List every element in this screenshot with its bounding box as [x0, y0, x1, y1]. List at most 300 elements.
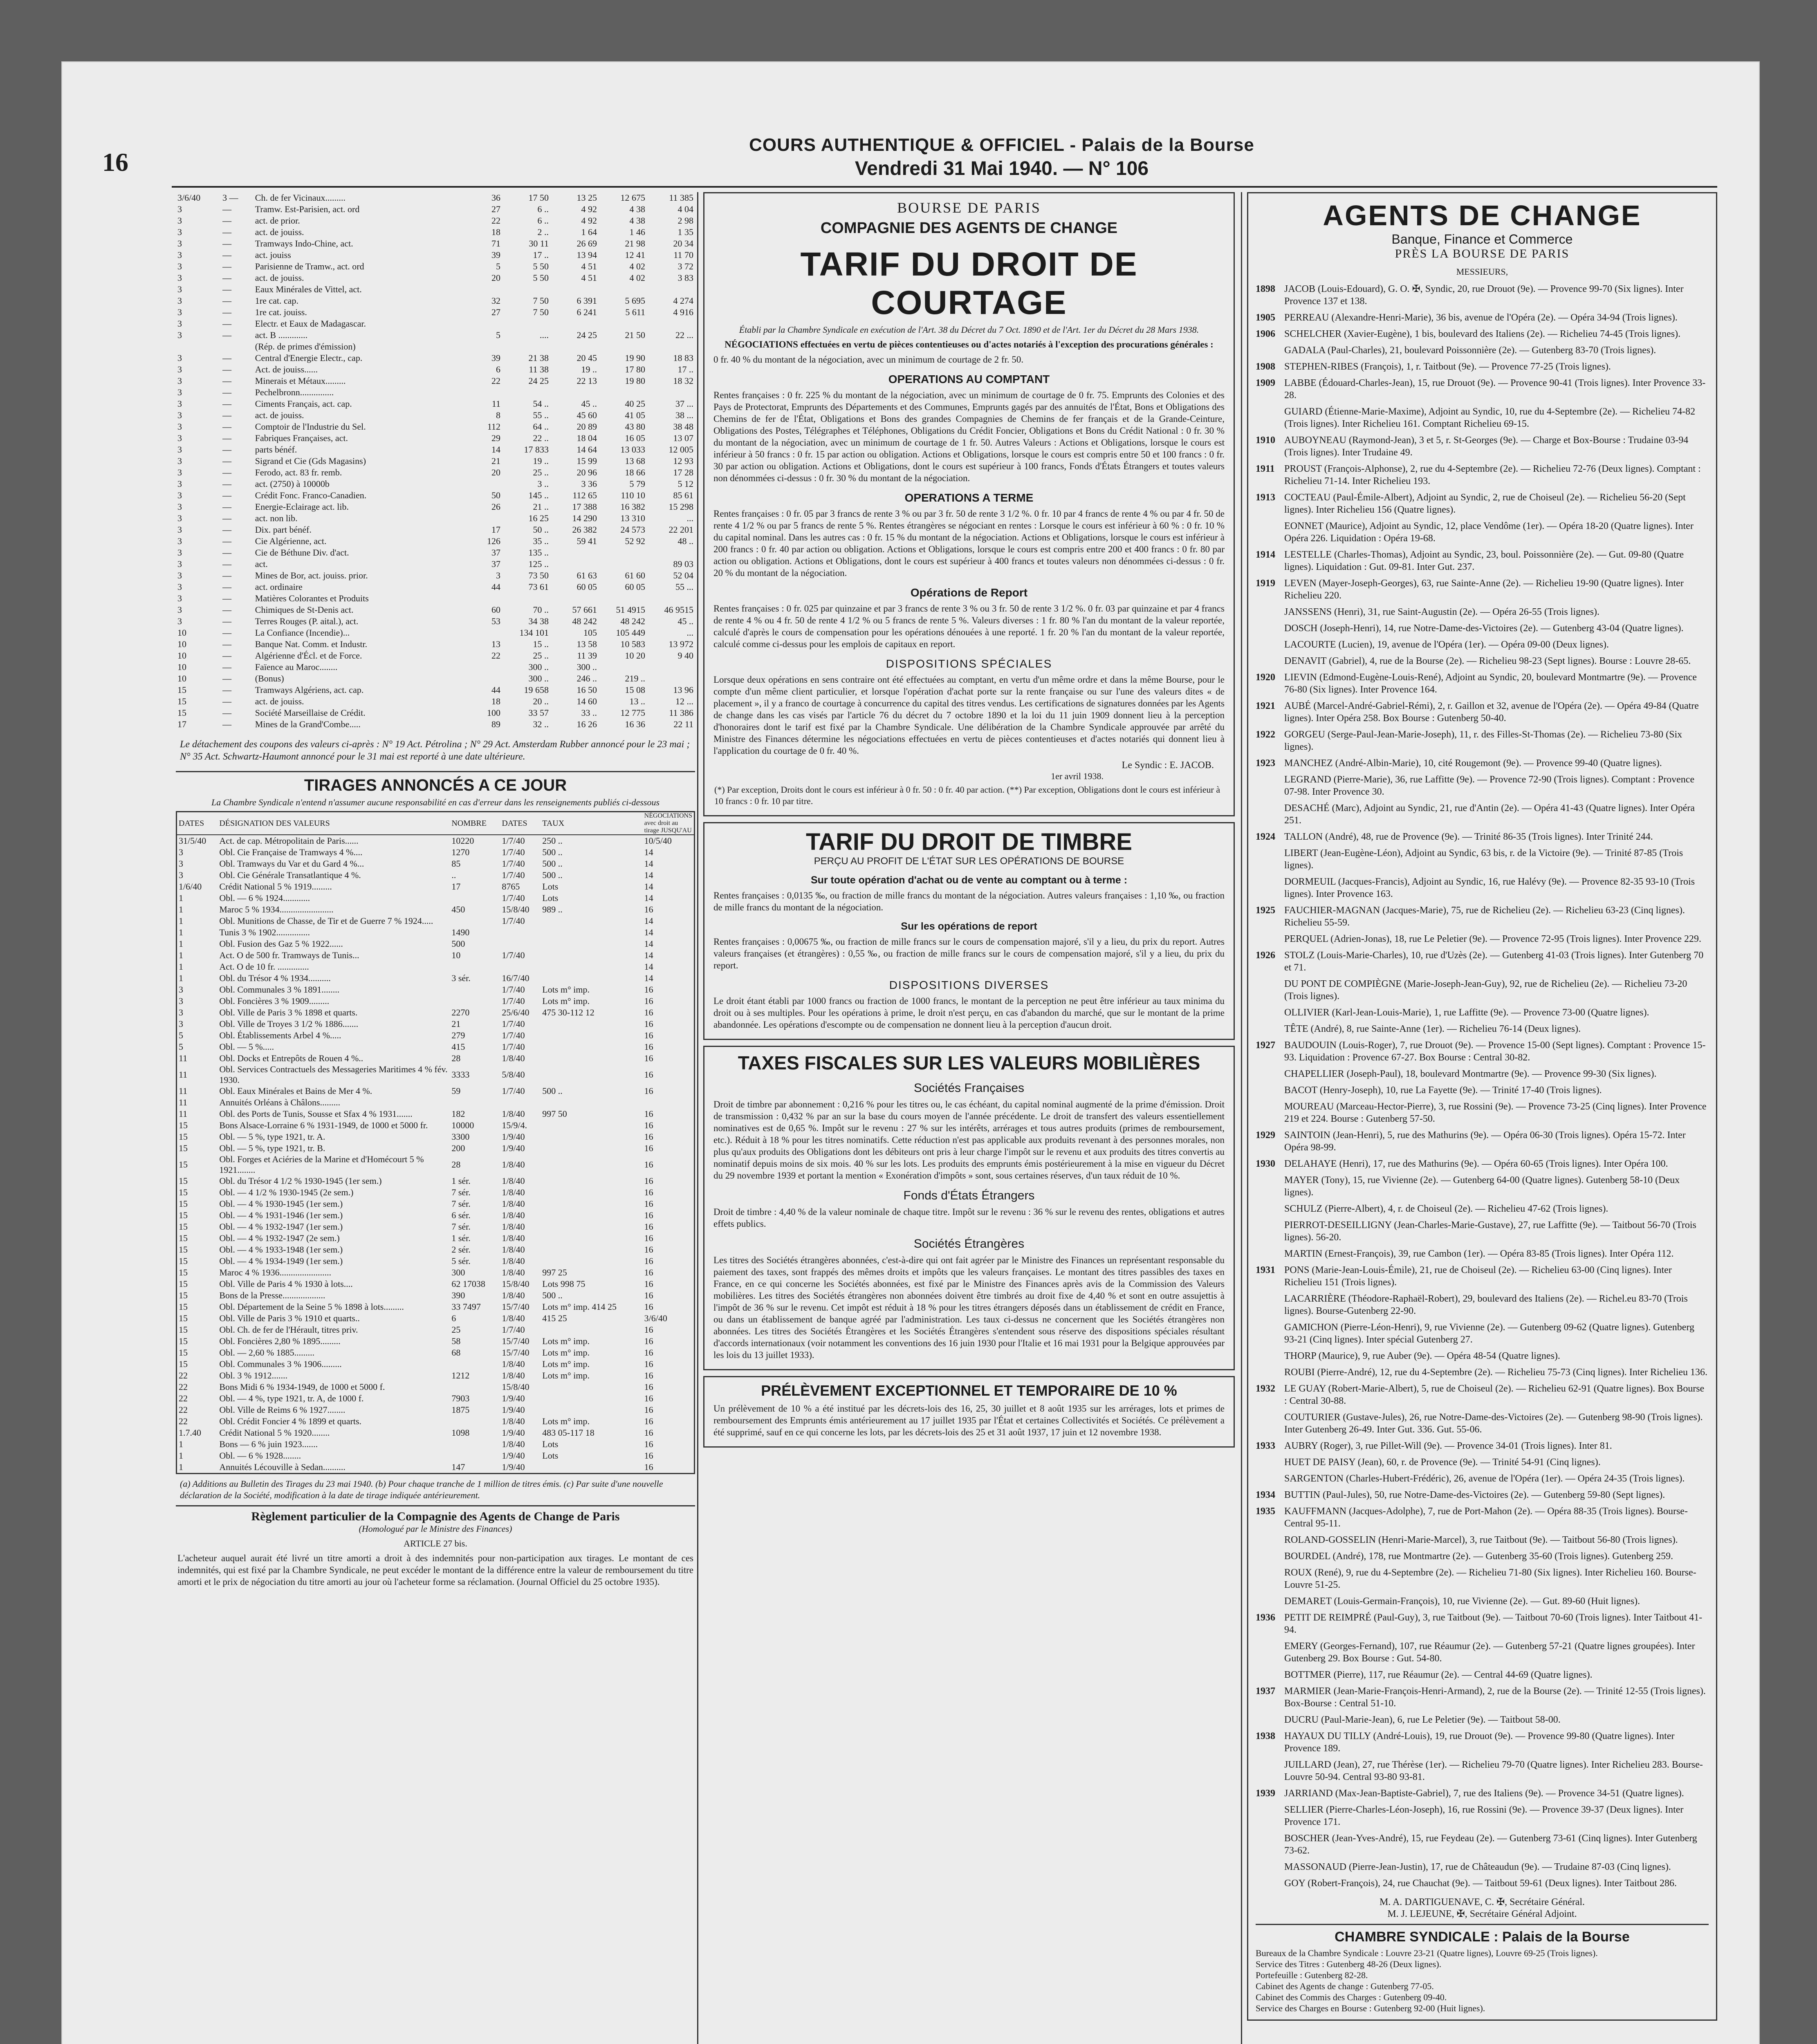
- agent-details: MARTIN (Ernest-François), 39, rue Cambon (1er). — Opéra 83-85 (Trois lignes). Inter Opéra 112.: [1284, 1248, 1674, 1259]
- tirages-cell: 62 17038: [451, 1279, 485, 1289]
- tirages-row: [177, 1416, 695, 1427]
- listing-cell: [454, 661, 502, 673]
- prelevement-box: [703, 1376, 1235, 1448]
- tirages-cell: 15: [179, 1244, 188, 1255]
- tirages-cell: 1/7/40: [502, 893, 525, 903]
- timbre-report-heading: Sur les opérations de report: [901, 921, 1037, 932]
- agent-details: PETIT DE REIMPRÉ (Paul-Guy), 3, rue Taitbout (9e). — Taitbout 70-60 (Trois lignes). Inter Taitbout 41-94.: [1284, 1612, 1703, 1635]
- coupon-listing-table: [176, 192, 695, 730]
- tirages-cell: 16: [644, 904, 653, 914]
- compagnie-heading: COMPAGNIE DES AGENTS DE CHANGE: [820, 220, 1118, 237]
- listing-cell: 6: [496, 364, 500, 374]
- listing-cell: 15 08: [625, 685, 645, 695]
- tirages-row: [177, 1233, 695, 1244]
- agent-entry: [1256, 1759, 1709, 1783]
- listing-cell: 5 695: [625, 296, 645, 306]
- tirages-cell: Lots: [542, 1450, 559, 1461]
- article-text: L'acheteur auquel aurait été livré un titre amorti a droit à des indemnités pour non-participation aux tirages. Le montant de ces indemnités, qui est fixé par la Chambre Syndicale, ne peut excéder le montant de la différence entre la valeur de remboursement du titre amorti et le prix de négociation du titre amorti au jour où l'acheteur forme sa réclamation. (Journal Officiel du 25 octobre 1935).: [177, 1553, 693, 1587]
- listing-cell: [647, 284, 695, 295]
- tirages-cell: [541, 1131, 642, 1143]
- listing-cell: [599, 547, 647, 558]
- tirages-row: [177, 892, 695, 904]
- tirages-col-remb-dates: DATES: [502, 818, 527, 828]
- tirages-title: TIRAGES ANNONCÉS A CE JOUR: [304, 776, 567, 794]
- listing-cell: Pechelbronn...............: [255, 387, 334, 397]
- listing-cell: 3: [177, 479, 182, 489]
- listing-cell: act. ordinaire: [255, 582, 303, 592]
- agent-details: GUIARD (Étienne-Marie-Maxime), Adjoint au Syndic, 10, rue du 4-Septembre (2e). — Richelieu 74-82 (Trois lignes). Inter Richelieu 161. Comptant Richelieu 69-15.: [1284, 406, 1696, 429]
- listing-cell: —: [222, 650, 232, 661]
- listing-cell: 3: [177, 559, 182, 569]
- tirages-col-taux: TAUX: [542, 818, 565, 828]
- tirages-cell: Obl. Foncières 3 % 1909.........: [219, 996, 330, 1006]
- column-divider: [1241, 192, 1242, 2044]
- tirages-row: [177, 1290, 695, 1301]
- agent-year: [1256, 1861, 1284, 1873]
- agent-details: GAMICHON (Pierre-Léon-Henri), 9, rue Vivienne (2e). — Gutenberg 09-62 (Quatre lignes). Gutenberg 93-21 (Cinq lignes). Inter spécial Gutenberg 27.: [1284, 1322, 1694, 1345]
- agent-year: 1933: [1256, 1441, 1275, 1451]
- listing-cell: 3: [177, 376, 182, 386]
- tirages-cell: Obl. 3 % 1912.......: [219, 1370, 288, 1381]
- agent-entry: [1256, 549, 1709, 573]
- tirages-cell: 68: [451, 1347, 461, 1358]
- listing-cell: 100: [487, 708, 500, 718]
- tirages-row: [177, 1461, 695, 1474]
- listing-cell: —: [222, 628, 232, 638]
- listing-cell: act. de jouiss.: [255, 227, 304, 237]
- tirages-cell: 15: [179, 1290, 188, 1300]
- listing-cell: 3: [177, 547, 182, 558]
- agent-year: [1256, 1248, 1284, 1260]
- listing-cell: 44: [491, 685, 500, 695]
- agent-entry: [1256, 1505, 1709, 1530]
- listing-cell: Chimiques de St-Denis act.: [255, 605, 354, 615]
- agent-details: ROLAND-GOSSELIN (Henri-Marie-Marcel), 3, rue Taitbout (9e). — Taitbout 56-80 (Trois lignes).: [1284, 1535, 1678, 1545]
- tirages-cell: Obl. Foncières 2,80 % 1895.........: [219, 1336, 341, 1346]
- agent-entry: [1256, 1321, 1709, 1346]
- listing-row: [176, 536, 695, 547]
- listing-cell: 21 38: [528, 353, 549, 363]
- agent-entry: [1256, 283, 1709, 307]
- listing-cell: 21 98: [625, 238, 645, 249]
- agent-year: 1927: [1256, 1040, 1275, 1051]
- tirages-cell: Obl. — 2,60 % 1885.........: [219, 1347, 315, 1358]
- agent-details: GOY (Robert-François), 24, rue Chauchat (9e). — Taitbout 59-61 (Deux lignes). Inter Taitbout 286.: [1284, 1878, 1677, 1889]
- listing-cell: [599, 341, 647, 352]
- listing-cell: [502, 284, 550, 295]
- tirages-cell: Obl. — 4 % 1931-1946 (1er sem.): [219, 1210, 343, 1220]
- tirages-cell: 1098: [451, 1428, 470, 1438]
- listing-cell: 38 48: [673, 421, 693, 432]
- listing-cell: 19 80: [625, 376, 645, 386]
- tirages-row: [177, 835, 695, 847]
- agent-entry: [1256, 757, 1709, 769]
- timbre-box: [703, 822, 1235, 1040]
- tirages-row: [177, 904, 695, 915]
- listing-cell: Algérienne d'Écl. et de Force.: [255, 650, 362, 661]
- listing-row: [176, 593, 695, 604]
- timbre-op: Sur toute opération d'achat ou de vente au comptant ou à terme :: [810, 874, 1128, 886]
- tirages-cell: 31/5/40: [179, 836, 206, 846]
- tirages-cell: 3: [179, 984, 183, 995]
- tirages-cell: [541, 1381, 642, 1393]
- tirages-cell: Obl. Ville de Paris 4 % 1930 à lots....: [219, 1279, 353, 1289]
- listing-row: [176, 684, 695, 696]
- listing-cell: 2 98: [677, 215, 693, 226]
- tirages-row: [177, 1324, 695, 1336]
- listing-row: [176, 398, 695, 410]
- listing-cell: Sigrand et Cie (Gds Magasins): [255, 456, 366, 466]
- listing-cell: ...: [686, 513, 693, 523]
- tirages-cell: Annuités Lécouville à Sedan..........: [219, 1462, 345, 1472]
- tirages-cell: [541, 1393, 642, 1404]
- tirages-cell: Obl. Eaux Minérales et Bains de Mer 4 %.: [219, 1086, 372, 1096]
- agent-entry: [1256, 1023, 1709, 1035]
- listing-cell: 3: [177, 467, 182, 477]
- listing-cell: 17 50: [528, 193, 549, 203]
- tirages-cell: 25/6/40: [502, 1007, 529, 1018]
- agent-year: 1939: [1256, 1788, 1275, 1799]
- listing-cell: 22 11: [673, 719, 693, 729]
- agent-year: [1256, 978, 1284, 1002]
- agent-details: ROUBI (Pierre-André), 12, rue du 4-Septembre (2e). — Richelieu 75-73 (Cinq lignes). Inter Richelieu 136.: [1284, 1367, 1708, 1378]
- tirages-cell: 1/8/40: [502, 1221, 525, 1232]
- tirages-cell: 1/9/40: [502, 1143, 525, 1153]
- tirages-cell: [541, 1143, 642, 1154]
- tirages-cell: Obl. Département de la Seine 5 % 1898 à lots.........: [219, 1302, 404, 1312]
- tirages-row: [177, 1439, 695, 1450]
- listing-cell: 12 93: [673, 456, 693, 466]
- tirages-cell: 16: [644, 1279, 653, 1289]
- terme-heading: OPERATIONS A TERME: [904, 491, 1034, 504]
- listing-cell: 13: [491, 639, 500, 649]
- listing-cell: 20 34: [673, 238, 693, 249]
- agent-details: SAINTOIN (Jean-Henri), 5, rue des Mathurins (9e). — Opéra 06-30 (Trois lignes). Opéra 15-72. Inter Opéra 98-99.: [1284, 1130, 1686, 1153]
- tirages-row: [177, 950, 695, 961]
- listing-cell: 60 05: [577, 582, 597, 592]
- listing-cell: 3: [177, 433, 182, 443]
- listing-cell: [647, 547, 695, 558]
- timbre-text: Rentes françaises : 0,0135 ‰, ou fraction de mille francs du montant de la négociation. Autres valeurs françaises : 1,10 ‰, ou fraction de mille francs du montant de la négociation.: [713, 890, 1225, 912]
- tirages-cell: 8765: [502, 881, 520, 892]
- comptant-text: Rentes françaises : 0 fr. 225 % du montant de la négociation, avec un minimum de courtage de 0 fr. 75. Emprunts des Colonies et des Pays de Protectorat, Emprunts des Départements et des Communes, Emprunts gagés par des annuités de l'État, Bons et Obligations des Chemins de fer de l'État, Obligations et Bons des grandes Compagnies de Chemins de fer français et de la Grande-Ceinture, Obligations des Postes, Télégraphes et Téléphones, Obligations du Crédit Foncier, Obligations et Bons du Crédit National : 0 fr. 30 % du montant de la négociation, avec un minimum de courtage de 1 fr. 50. Autres Valeurs : Actions et Obligations, lorsque le cours est inférieur à 50 francs : 0 fr. 15 par action ou obligation. Actions et Obligations, lorsque le cours est compris entre 50 et 100 francs : 0 fr. 30 par action ou obligation. Actions et Obligations, dont le cours est supérieur à 100 francs, Fonds d'États Étrangers et toutes valeurs non dénommées ci-dessus : 0 fr. 30 % du montant de la négociation.: [713, 390, 1225, 483]
- listing-cell: —: [222, 719, 232, 729]
- tirages-cell: 15: [179, 1256, 188, 1266]
- agent-details: DU PONT DE COMPIÈGNE (Marie-Joseph-Jean-Guy), 92, rue de Richelieu (2e). — Richelieu 73-20 (Trois lignes).: [1284, 979, 1687, 1002]
- tirages-cell: [541, 1120, 642, 1131]
- listing-cell: Energie-Eclairage act. lib.: [255, 502, 349, 512]
- listing-cell: 3 72: [677, 261, 693, 271]
- agent-entry: [1256, 1158, 1709, 1170]
- agent-year: 1919: [1256, 578, 1275, 589]
- listing-row: [176, 341, 695, 352]
- agent-details: MANCHEZ (André-Albin-Marie), 10, cité Rougemont (9e). — Provence 99-40 (Quatre lignes).: [1284, 758, 1662, 769]
- tirages-row: [177, 1154, 695, 1175]
- listing-cell: [599, 558, 647, 570]
- agent-year: [1256, 344, 1284, 356]
- tirages-cell: 16: [644, 1109, 653, 1119]
- listing-cell: 18 66: [625, 467, 645, 477]
- tirages-cell: [450, 995, 500, 1007]
- agent-details: LACOURTE (Lucien), 19, avenue de l'Opéra (1er). — Opéra 09-00 (Deux lignes).: [1284, 639, 1609, 650]
- tirages-cell: [450, 1381, 500, 1393]
- agent-details: LEVEN (Mayer-Joseph-Georges), 63, rue Sainte-Anne (2e). — Richelieu 19-90 (Quatre lignes). Inter Richelieu 220.: [1284, 578, 1684, 601]
- tirages-cell: 6: [451, 1313, 456, 1323]
- tirages-cell: 1/7/40: [502, 847, 525, 857]
- listing-cell: 3: [177, 364, 182, 374]
- listing-cell: act. non lib.: [255, 513, 298, 523]
- tirages-cell: 1: [179, 1462, 183, 1472]
- agent-entry: [1256, 1383, 1709, 1407]
- agent-details: TÊTE (André), 8, rue Sainte-Anne (1er). — Richelieu 76-14 (Deux lignes).: [1284, 1024, 1581, 1034]
- listing-cell: 3/6/40: [177, 193, 201, 203]
- listing-cell: —: [222, 662, 232, 672]
- listing-cell: parts bénéf.: [255, 444, 297, 455]
- listing-cell: 37 ...: [675, 399, 693, 409]
- tirages-cell: [541, 1053, 642, 1064]
- listing-cell: —: [222, 410, 232, 420]
- listing-row: [176, 318, 695, 329]
- agent-details: MASSONAUD (Pierre-Jean-Justin), 17, rue de Châteaudun (9e). — Trudaine 87-03 (Cinq lignes).: [1284, 1862, 1671, 1872]
- tirages-cell: 15/8/40: [502, 1279, 529, 1289]
- agent-year: 1925: [1256, 905, 1275, 916]
- listing-cell: 3: [177, 330, 182, 340]
- listing-row: [176, 478, 695, 490]
- agent-year: [1256, 520, 1284, 545]
- tirages-cell: 14: [644, 916, 653, 926]
- agent-entry: [1256, 700, 1709, 724]
- listing-cell: 21 50: [625, 330, 645, 340]
- agent-year: [1256, 639, 1284, 651]
- tirages-cell: 1/8/40: [502, 1439, 525, 1449]
- listing-cell: [454, 284, 502, 295]
- tirages-cell: 16: [644, 1439, 653, 1449]
- listing-cell: 24 573: [620, 524, 645, 535]
- listing-cell: [550, 387, 599, 398]
- tirages-cell: Lots 998 75: [542, 1279, 585, 1289]
- listing-cell: 11 385: [669, 193, 693, 203]
- agent-entry: [1256, 1350, 1709, 1362]
- tirages-cell: 16: [644, 1325, 653, 1335]
- tirages-cell: 14: [644, 973, 653, 983]
- timbre-subtitle: PERÇU AU PROFIT DE L'ÉTAT SUR LES OPÉRATIONS DE BOURSE: [814, 856, 1124, 867]
- tirages-cell: 16: [644, 1210, 653, 1220]
- listing-cell: 17: [177, 719, 186, 729]
- tirages-row: [177, 1427, 695, 1439]
- agent-details: JARRIAND (Max-Jean-Baptiste-Gabriel), 7, rue des Italiens (9e). — Provence 34-51 (Quatre lignes).: [1284, 1788, 1684, 1799]
- tirages-cell: 1/9/40: [502, 1132, 525, 1142]
- listing-cell: —: [222, 399, 232, 409]
- listing-cell: —: [222, 547, 232, 558]
- listing-cell: 10: [177, 628, 186, 638]
- agent-entry: [1256, 377, 1709, 401]
- agent-year: 1930: [1256, 1159, 1275, 1169]
- listing-cell: —: [222, 536, 232, 546]
- agent-details: PERREAU (Alexandre-Henri-Marie), 36 bis, avenue de l'Opéra (2e). — Opéra 34-94 (Trois lignes).: [1284, 312, 1678, 323]
- tirages-row: [177, 1041, 695, 1053]
- agent-year: [1256, 1759, 1284, 1783]
- listing-cell: —: [222, 353, 232, 363]
- listing-cell: 14: [491, 444, 500, 455]
- agent-entry: [1256, 1714, 1709, 1726]
- listing-row: [176, 524, 695, 536]
- listing-cell: (Bonus): [255, 673, 284, 684]
- tirages-cell: Tunis 3 % 1902...............: [219, 927, 310, 937]
- listing-cell: 3 83: [677, 273, 693, 283]
- tirages-cell: 15: [179, 1347, 188, 1358]
- listing-cell: 3: [177, 536, 182, 546]
- listing-cell: 13 033: [620, 444, 645, 455]
- listing-cell: 43 80: [625, 421, 645, 432]
- listing-cell: 18 04: [577, 433, 597, 443]
- agents-sub2: PRÈS LA BOURSE DE PARIS: [1395, 247, 1570, 260]
- tirages-row: [177, 1313, 695, 1324]
- tirages-row: [177, 858, 695, 870]
- tirages-cell: 16: [644, 1450, 653, 1461]
- tirages-cell: 475 30-112 12: [542, 1007, 594, 1018]
- agent-entry: [1256, 434, 1709, 459]
- tirages-cell: [541, 1187, 642, 1198]
- tirages-cell: 14: [644, 893, 653, 903]
- courtage-box: [703, 192, 1235, 816]
- tirages-cell: 11: [179, 1109, 188, 1119]
- agent-details: BACOT (Henry-Joseph), 10, rue La Fayette (9e). — Trinité 17-40 (Trois lignes).: [1284, 1085, 1602, 1096]
- tirages-cell: 16: [644, 1159, 653, 1170]
- tirages-cell: 182: [451, 1109, 465, 1119]
- agent-details: LE GUAY (Robert-Marie-Albert), 5, rue de Choiseul (2e). — Richelieu 62-91 (Quatre lignes). Box Bourse : Central 30-88.: [1284, 1383, 1705, 1406]
- agent-details: GORGEU (Serge-Paul-Jean-Marie-Joseph), 11, r. des Filles-St-Thomas (2e). — Richelieu 73-80 (Six lignes).: [1284, 729, 1682, 752]
- listing-cell: Central d'Energie Electr., cap.: [255, 353, 363, 363]
- agent-details: AUBRY (Roger), 3, rue Pillet-Will (9e). — Provence 34-01 (Trois lignes). Inter 81.: [1284, 1441, 1612, 1451]
- agent-year: [1256, 1804, 1284, 1828]
- tirages-cell: [450, 1097, 500, 1108]
- agent-year: [1256, 1550, 1284, 1562]
- tirages-cell: 16: [644, 1132, 653, 1142]
- listing-cell: —: [222, 685, 232, 695]
- listing-cell: 5 12: [677, 479, 693, 489]
- listing-row: [176, 238, 695, 249]
- listing-cell: [599, 661, 647, 673]
- listing-cell: 10: [177, 673, 186, 684]
- prelevement-title: PRÉLÈVEMENT EXCEPTIONNEL ET TEMPORAIRE DE 10 %: [761, 1382, 1177, 1399]
- listing-cell: 13 58: [577, 639, 597, 649]
- tirages-cell: 15: [179, 1233, 188, 1243]
- agent-details: SCHELCHER (Xavier-Eugène), 1 bis, boulevard des Italiens (2e). — Richelieu 74-45 (Trois lignes).: [1284, 329, 1681, 339]
- agent-details: STEPHEN-RIBES (François), 1, r. Taitbout (9e). — Provence 77-25 (Trois lignes).: [1284, 361, 1611, 372]
- agent-entry: [1256, 1203, 1709, 1215]
- listing-cell: —: [222, 696, 232, 706]
- soc-etr-heading: Sociétés Étrangères: [913, 1237, 1025, 1251]
- tirages-cell: 15/7/40: [502, 1336, 529, 1346]
- listing-cell: 3: [177, 215, 182, 226]
- tirages-cell: [541, 961, 642, 973]
- listing-cell: Minerais et Métaux.........: [255, 376, 346, 386]
- listing-cell: 6 ..: [537, 204, 549, 214]
- agent-details: FAUCHIER-MAGNAN (Jacques-Marie), 75, rue de Richelieu (2e). — Richelieu 63-23 (Cinq lignes). Richelieu 55-59.: [1284, 905, 1685, 928]
- listing-cell: [502, 341, 550, 352]
- tirages-cell: 3: [179, 870, 183, 880]
- tirages-cell: 22: [179, 1416, 188, 1426]
- agent-entry: [1256, 1174, 1709, 1199]
- reglement-subtitle: (Homologué par le Ministre des Finances): [359, 1524, 512, 1534]
- listing-cell: 4 92: [581, 204, 597, 214]
- chambre-line: Bureaux de la Chambre Syndicale : Louvre 23-21 (Quatre lignes), Louvre 69-25 (Trois lignes).: [1256, 1948, 1598, 1958]
- listing-cell: 60: [491, 605, 500, 615]
- tirages-cell: 500: [451, 939, 465, 949]
- listing-row: [176, 547, 695, 558]
- agent-year: 1921: [1256, 701, 1275, 711]
- agent-year: [1256, 1411, 1284, 1436]
- tirages-cell: 59: [451, 1086, 461, 1096]
- listing-row: [176, 490, 695, 501]
- listing-cell: 4 38: [629, 204, 645, 214]
- listing-cell: act.: [255, 559, 268, 569]
- tirages-cell: 997 50: [542, 1109, 567, 1119]
- tirages-cell: 14: [644, 950, 653, 960]
- listing-cell: 3 ..: [537, 479, 549, 489]
- listing-cell: 20 ..: [533, 696, 549, 706]
- tirages-cell: Lots m° imp.: [542, 984, 590, 995]
- tirages-cell: 14: [644, 847, 653, 857]
- agent-entry: [1256, 1440, 1709, 1452]
- listing-cell: 3: [177, 593, 182, 603]
- listing-cell: 22: [491, 215, 500, 226]
- listing-cell: 4 51: [581, 261, 597, 271]
- tirages-cell: 22: [179, 1370, 188, 1381]
- listing-cell: 5 611: [625, 307, 645, 317]
- agent-entry: [1256, 312, 1709, 324]
- tirages-cell: Obl. Munitions de Chasse, de Tir et de Guerre 7 % 1924.....: [219, 916, 433, 926]
- listing-cell: 13 07: [673, 433, 693, 443]
- tirages-cell: Lots m° imp.: [542, 1359, 590, 1369]
- tirages-cell: 1: [179, 1450, 183, 1461]
- tirages-row: [177, 915, 695, 927]
- listing-cell: 26 382: [572, 524, 597, 535]
- tirages-cell: 15: [179, 1187, 188, 1197]
- tirages-cell: 3: [179, 996, 183, 1006]
- listing-cell: Electr. et Eaux de Madagascar.: [255, 318, 366, 329]
- agent-details: BOURDEL (André), 178, rue Montmartre (2e). — Gutenberg 35-60 (Trois lignes). Gutenberg 259.: [1284, 1551, 1673, 1562]
- listing-cell: 26: [491, 502, 500, 512]
- agent-year: [1256, 1669, 1284, 1681]
- dispositions-heading: DISPOSITIONS SPÉCIALES: [886, 657, 1052, 670]
- listing-cell: [454, 627, 502, 639]
- tirages-cell: 1: [179, 1439, 183, 1449]
- listing-cell: 6 391: [577, 296, 597, 306]
- listing-cell: 112: [487, 421, 500, 432]
- listing-cell: 32 ..: [533, 719, 549, 729]
- listing-row: [176, 467, 695, 478]
- tirages-cell: 1 sér.: [451, 1233, 471, 1243]
- agent-details: LEGRAND (Pierre-Marie), 36, rue Laffitte (9e). — Provence 72-90 (Trois lignes). Comptant : Provence 07-98. Inter Provence 30.: [1284, 774, 1695, 797]
- tirages-cell: 58: [451, 1336, 461, 1346]
- tirages-cell: 16: [644, 1393, 653, 1403]
- agent-entry: [1256, 1685, 1709, 1710]
- tirages-cell: 16: [644, 1120, 653, 1130]
- agent-entry: [1256, 1248, 1709, 1260]
- listing-cell: —: [222, 673, 232, 684]
- listing-cell: 13 310: [620, 513, 645, 523]
- tirages-cell: 997 25: [542, 1267, 567, 1278]
- tirages-cell: 500 ..: [542, 1086, 563, 1096]
- agent-entry: [1256, 1129, 1709, 1154]
- agent-details: PERQUEL (Adrien-Jonas), 18, rue Le Peletier (9e). — Provence 72-95 (Trois lignes). Inter Provence 229.: [1284, 934, 1701, 944]
- chambre-title: CHAMBRE SYNDICALE : Palais de la Bourse: [1335, 1929, 1630, 1945]
- listing-cell: Ferodo, act. 83 fr. remb.: [255, 467, 342, 477]
- tirages-cell: 10: [451, 950, 461, 960]
- tirages-cell: Obl. — 5 %, type 1921, tr. B.: [219, 1143, 325, 1153]
- tirages-cell: Maroc 5 % 1934........................: [219, 904, 334, 914]
